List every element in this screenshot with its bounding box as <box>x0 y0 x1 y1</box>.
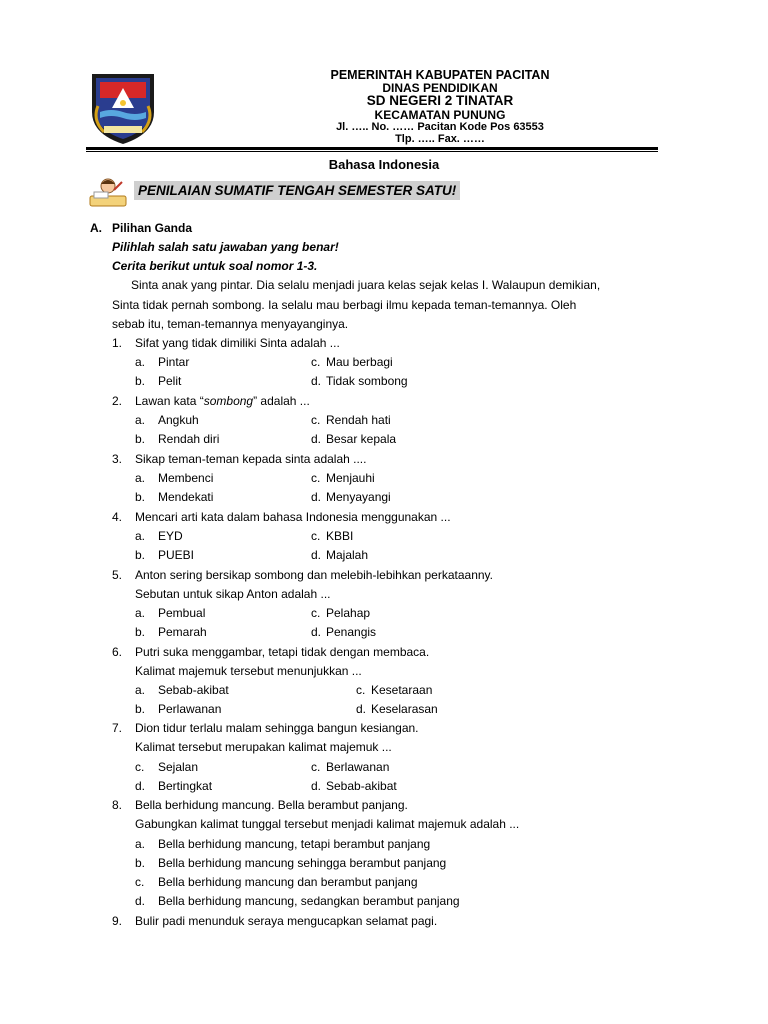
option-text: Bertingkat <box>158 779 213 793</box>
question-text: Dion tidur terlalu malam sehingga bangun kesiangan. <box>135 721 419 735</box>
question-text: Gabungkan kalimat tunggal tersebut menjadi kalimat majemuk adalah ... <box>135 817 520 831</box>
option-text: Mendekati <box>158 490 214 504</box>
question-number: 5. <box>112 568 123 582</box>
question-number: 4. <box>112 510 123 524</box>
subject-title: Bahasa Indonesia <box>328 157 440 172</box>
question-number: 6. <box>112 645 123 659</box>
option-letter: d. <box>135 779 146 793</box>
option-text: Pelit <box>158 374 182 388</box>
option-text: KBBI <box>326 529 354 543</box>
option-letter: a. <box>135 529 146 543</box>
question-text: Mencari arti kata dalam bahasa Indonesia menggunakan ... <box>135 510 451 524</box>
option-text: Perlawanan <box>158 702 222 716</box>
question-number: 2. <box>112 394 123 408</box>
question-number: 7. <box>112 721 123 735</box>
option-text: Besar kepala <box>326 432 397 446</box>
question-text: Anton sering bersikap sombong dan melebih-lebihkan perkataanny. <box>135 568 494 582</box>
story-line: Sinta anak yang pintar. Dia selalu menjadi juara kelas sejak kelas I. Walaupun demikian, <box>131 278 601 292</box>
option-letter: c. <box>135 760 145 774</box>
option-text: Majalah <box>326 548 369 562</box>
option-letter: d. <box>311 374 322 388</box>
header-divider-thin <box>86 151 658 152</box>
option-text: Menjauhi <box>326 471 375 485</box>
option-text: Bella berhidung mancung, sedangkan berambut panjang <box>158 894 460 908</box>
option-letter: a. <box>135 837 146 851</box>
option-letter: d. <box>311 490 322 504</box>
option-letter: a. <box>135 413 146 427</box>
option-text: Berlawanan <box>326 760 390 774</box>
header-divider-thick <box>86 147 658 150</box>
option-text: Rendah diri <box>158 432 220 446</box>
option-text: Pintar <box>158 355 190 369</box>
option-letter: c. <box>135 875 145 889</box>
question-number: 1. <box>112 336 123 350</box>
instruction-text: Pilihlah salah satu jawaban yang benar! <box>112 240 339 254</box>
question-text: Putri suka menggambar, tetapi tidak dengan membaca. <box>135 645 430 659</box>
option-letter: c. <box>311 606 321 620</box>
option-letter: d. <box>311 548 322 562</box>
question-number: 9. <box>112 914 123 928</box>
option-letter: c. <box>311 413 321 427</box>
question-number: 8. <box>112 798 123 812</box>
option-letter: c. <box>311 529 321 543</box>
option-letter: a. <box>135 355 146 369</box>
option-text: Rendah hati <box>326 413 391 427</box>
option-letter: d. <box>311 779 322 793</box>
option-text: Sejalan <box>158 760 199 774</box>
option-text: Bella berhidung mancung dan berambut panjang <box>158 875 418 889</box>
option-letter: b. <box>135 625 146 639</box>
section-title: Pilihan Ganda <box>112 221 193 235</box>
option-text: Membenci <box>158 471 214 485</box>
option-letter: a. <box>135 471 146 485</box>
option-text: Pembual <box>158 606 206 620</box>
student-writing-icon <box>88 174 128 210</box>
header-subdistrict: KECAMATAN PUNUNG <box>374 108 506 122</box>
option-letter: c. <box>311 355 321 369</box>
option-text: PUEBI <box>158 548 195 562</box>
option-text: Pemarah <box>158 625 207 639</box>
question-text: Sikap teman-teman kepada sinta adalah .... <box>135 452 367 466</box>
header-school-name: SD NEGERI 2 TINATAR <box>366 93 514 108</box>
question-text: Bella berhidung mancung. Bella berambut panjang. <box>135 798 408 812</box>
question-text: Sebutan untuk sikap Anton adalah ... <box>135 587 331 601</box>
option-letter: b. <box>135 432 146 446</box>
option-letter: b. <box>135 548 146 562</box>
option-letter: b. <box>135 490 146 504</box>
option-letter: a. <box>135 683 146 697</box>
section-letter: A. <box>90 221 102 235</box>
story-line: sebab itu, teman-temannya menyayanginya. <box>112 317 349 331</box>
option-text: Sebab-akibat <box>326 779 397 793</box>
story-line: Sinta tidak pernah sombong. Ia selalu mau berbagi ilmu kepada teman-temannya. Oleh <box>112 298 577 312</box>
option-text: Sebab-akibat <box>158 683 229 697</box>
option-letter: c. <box>356 683 366 697</box>
option-text: Angkuh <box>158 413 199 427</box>
header-address: Jl. ….. No. …… Pacitan Kode Pos 63553 <box>336 121 544 133</box>
header-government: PEMERINTAH KABUPATEN PACITAN <box>330 68 550 82</box>
option-letter: b. <box>135 702 146 716</box>
option-text: Bella berhidung mancung sehingga berambut panjang <box>158 856 447 870</box>
option-letter: b. <box>135 374 146 388</box>
question-text: Sifat yang tidak dimiliki Sinta adalah ... <box>135 336 340 350</box>
school-district-emblem <box>86 68 160 146</box>
option-letter: c. <box>311 471 321 485</box>
exam-banner: PENILAIAN SUMATIF TENGAH SEMESTER SATU! <box>134 181 460 200</box>
option-text: EYD <box>158 529 183 543</box>
option-text: Mau berbagi <box>326 355 393 369</box>
option-letter: d. <box>356 702 367 716</box>
option-letter: a. <box>135 606 146 620</box>
question-text: Kalimat majemuk tersebut menunjukkan ... <box>135 664 362 678</box>
option-letter: c. <box>311 760 321 774</box>
option-letter: d. <box>311 625 322 639</box>
option-letter: b. <box>135 856 146 870</box>
question-text: Kalimat tersebut merupakan kalimat majemuk ... <box>135 740 392 754</box>
story-note: Cerita berikut untuk soal nomor 1-3. <box>112 259 318 273</box>
option-letter: d. <box>135 894 146 908</box>
option-text: Tidak sombong <box>326 374 408 388</box>
option-text: Penangis <box>326 625 377 639</box>
option-letter: d. <box>311 432 322 446</box>
option-text: Bella berhidung mancung, tetapi berambut panjang <box>158 837 431 851</box>
option-text: Menyayangi <box>326 490 391 504</box>
option-text: Keselarasan <box>371 702 438 716</box>
option-text: Kesetaraan <box>371 683 433 697</box>
option-text: Pelahap <box>326 606 371 620</box>
question-number: 3. <box>112 452 123 466</box>
header-contact: Tlp. ….. Fax. …… <box>395 133 485 145</box>
header-department: DINAS PENDIDIKAN <box>382 81 498 95</box>
question-text: Bulir padi menunduk seraya mengucapkan selamat pagi. <box>135 914 438 928</box>
question-text: Lawan kata “sombong” adalah ... <box>135 394 310 408</box>
